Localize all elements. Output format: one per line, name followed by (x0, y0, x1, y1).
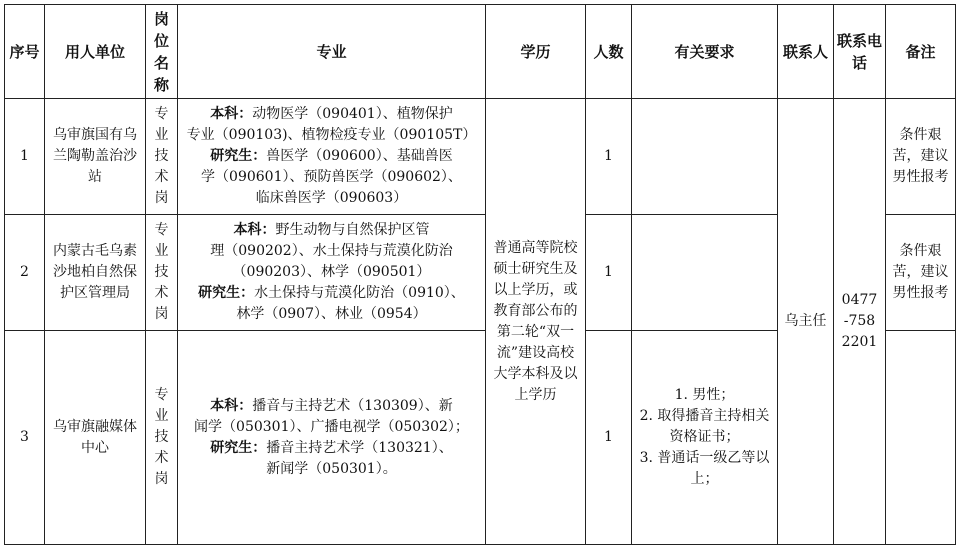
row-index: 2 (5, 215, 45, 331)
major-text: 临床兽医学（090603） (255, 190, 408, 206)
major-text: 闻学（050301）、广播电视学（050302）； (194, 418, 469, 435)
requirement-item: 3. 普通话一级乙等以上； (639, 450, 770, 487)
row-position: 专业技术岗 (146, 99, 178, 215)
row-unit: 内蒙古毛乌素沙地柏自然保护区管理局 (45, 215, 146, 331)
row-major (178, 215, 486, 331)
major-label: 本科： (210, 397, 253, 414)
row-unit: 乌审旗融媒体中心 (45, 331, 146, 545)
row-count: 1 (586, 99, 632, 215)
row-requirements (632, 215, 778, 331)
header-index: 序号 (5, 5, 45, 99)
row-requirements (632, 99, 778, 215)
header-requirements: 有关要求 (632, 5, 778, 99)
row-index: 1 (5, 99, 45, 215)
major-text: （090203）、林学（090501） (232, 264, 431, 280)
table-row (5, 99, 956, 215)
row-notes (886, 331, 956, 545)
major-text: 动物医学（090401）、植物保护 (252, 106, 453, 122)
major-text: 兽医学（090600）、基础兽医 (266, 148, 453, 164)
major-text: 专业（090103)、植物检疫专业（090105T） (186, 127, 477, 143)
major-label: 研究生： (198, 285, 255, 301)
row-count: 1 (586, 331, 632, 545)
requirement-item: 1. 男性； (674, 387, 735, 403)
header-contact-phone: 联系电话 (834, 5, 886, 99)
header-education: 学历 (486, 5, 586, 99)
phone-part: 0477 (841, 292, 878, 308)
requirement-item: 2. 取得播音主持相关资格证书； (639, 408, 770, 445)
row-major (178, 331, 486, 545)
major-text: 水土保持与荒漠化防治（0910）、 (254, 285, 465, 301)
major-text: 野生动物与自然保护区管 (275, 222, 430, 238)
row-position: 专业技术岗 (146, 331, 178, 545)
header-contact-person: 联系人 (778, 5, 834, 99)
header-position: 岗位名称 (146, 5, 178, 99)
row-notes: 条件艰苦，建议男性报考 (886, 215, 956, 331)
shared-education: 普通高等院校硕士研究生及以上学历，或教育部公布的第二轮“双一流”建设高校大学本科及以上学历 (486, 99, 586, 545)
major-label: 研究生： (210, 439, 267, 456)
major-text: 新闻学（050301）。 (266, 460, 397, 477)
header-unit: 用人单位 (45, 5, 146, 99)
row-notes: 条件艰苦，建议男性报考 (886, 99, 956, 215)
major-text: 学（090601）、预防兽医学（090602）、 (201, 169, 462, 185)
shared-contact-person: 乌主任 (778, 99, 834, 545)
major-text: 播音与主持艺术（130309）、新 (252, 397, 453, 414)
header-row (5, 5, 956, 99)
shared-contact-phone (834, 99, 886, 545)
header-notes: 备注 (886, 5, 956, 99)
row-index: 3 (5, 331, 45, 545)
major-label: 本科： (233, 222, 276, 238)
phone-part: -758 (843, 313, 876, 329)
major-text: 林学（0907）、林业（0954） (236, 306, 427, 322)
major-label: 研究生： (210, 148, 267, 164)
row-requirements (632, 331, 778, 545)
header-major: 专业 (178, 5, 486, 99)
header-count: 人数 (586, 5, 632, 99)
row-unit: 乌审旗国有乌兰陶勒盖治沙站 (45, 99, 146, 215)
row-major (178, 99, 486, 215)
phone-part: 2201 (841, 334, 878, 350)
row-count: 1 (586, 215, 632, 331)
recruitment-table (4, 4, 956, 545)
major-text: 播音主持艺术学（130321）、 (266, 439, 453, 456)
major-text: 理（090202）、水土保持与荒漠化防治 (210, 243, 453, 259)
major-label: 本科： (210, 106, 253, 122)
row-position: 专业技术岗 (146, 215, 178, 331)
